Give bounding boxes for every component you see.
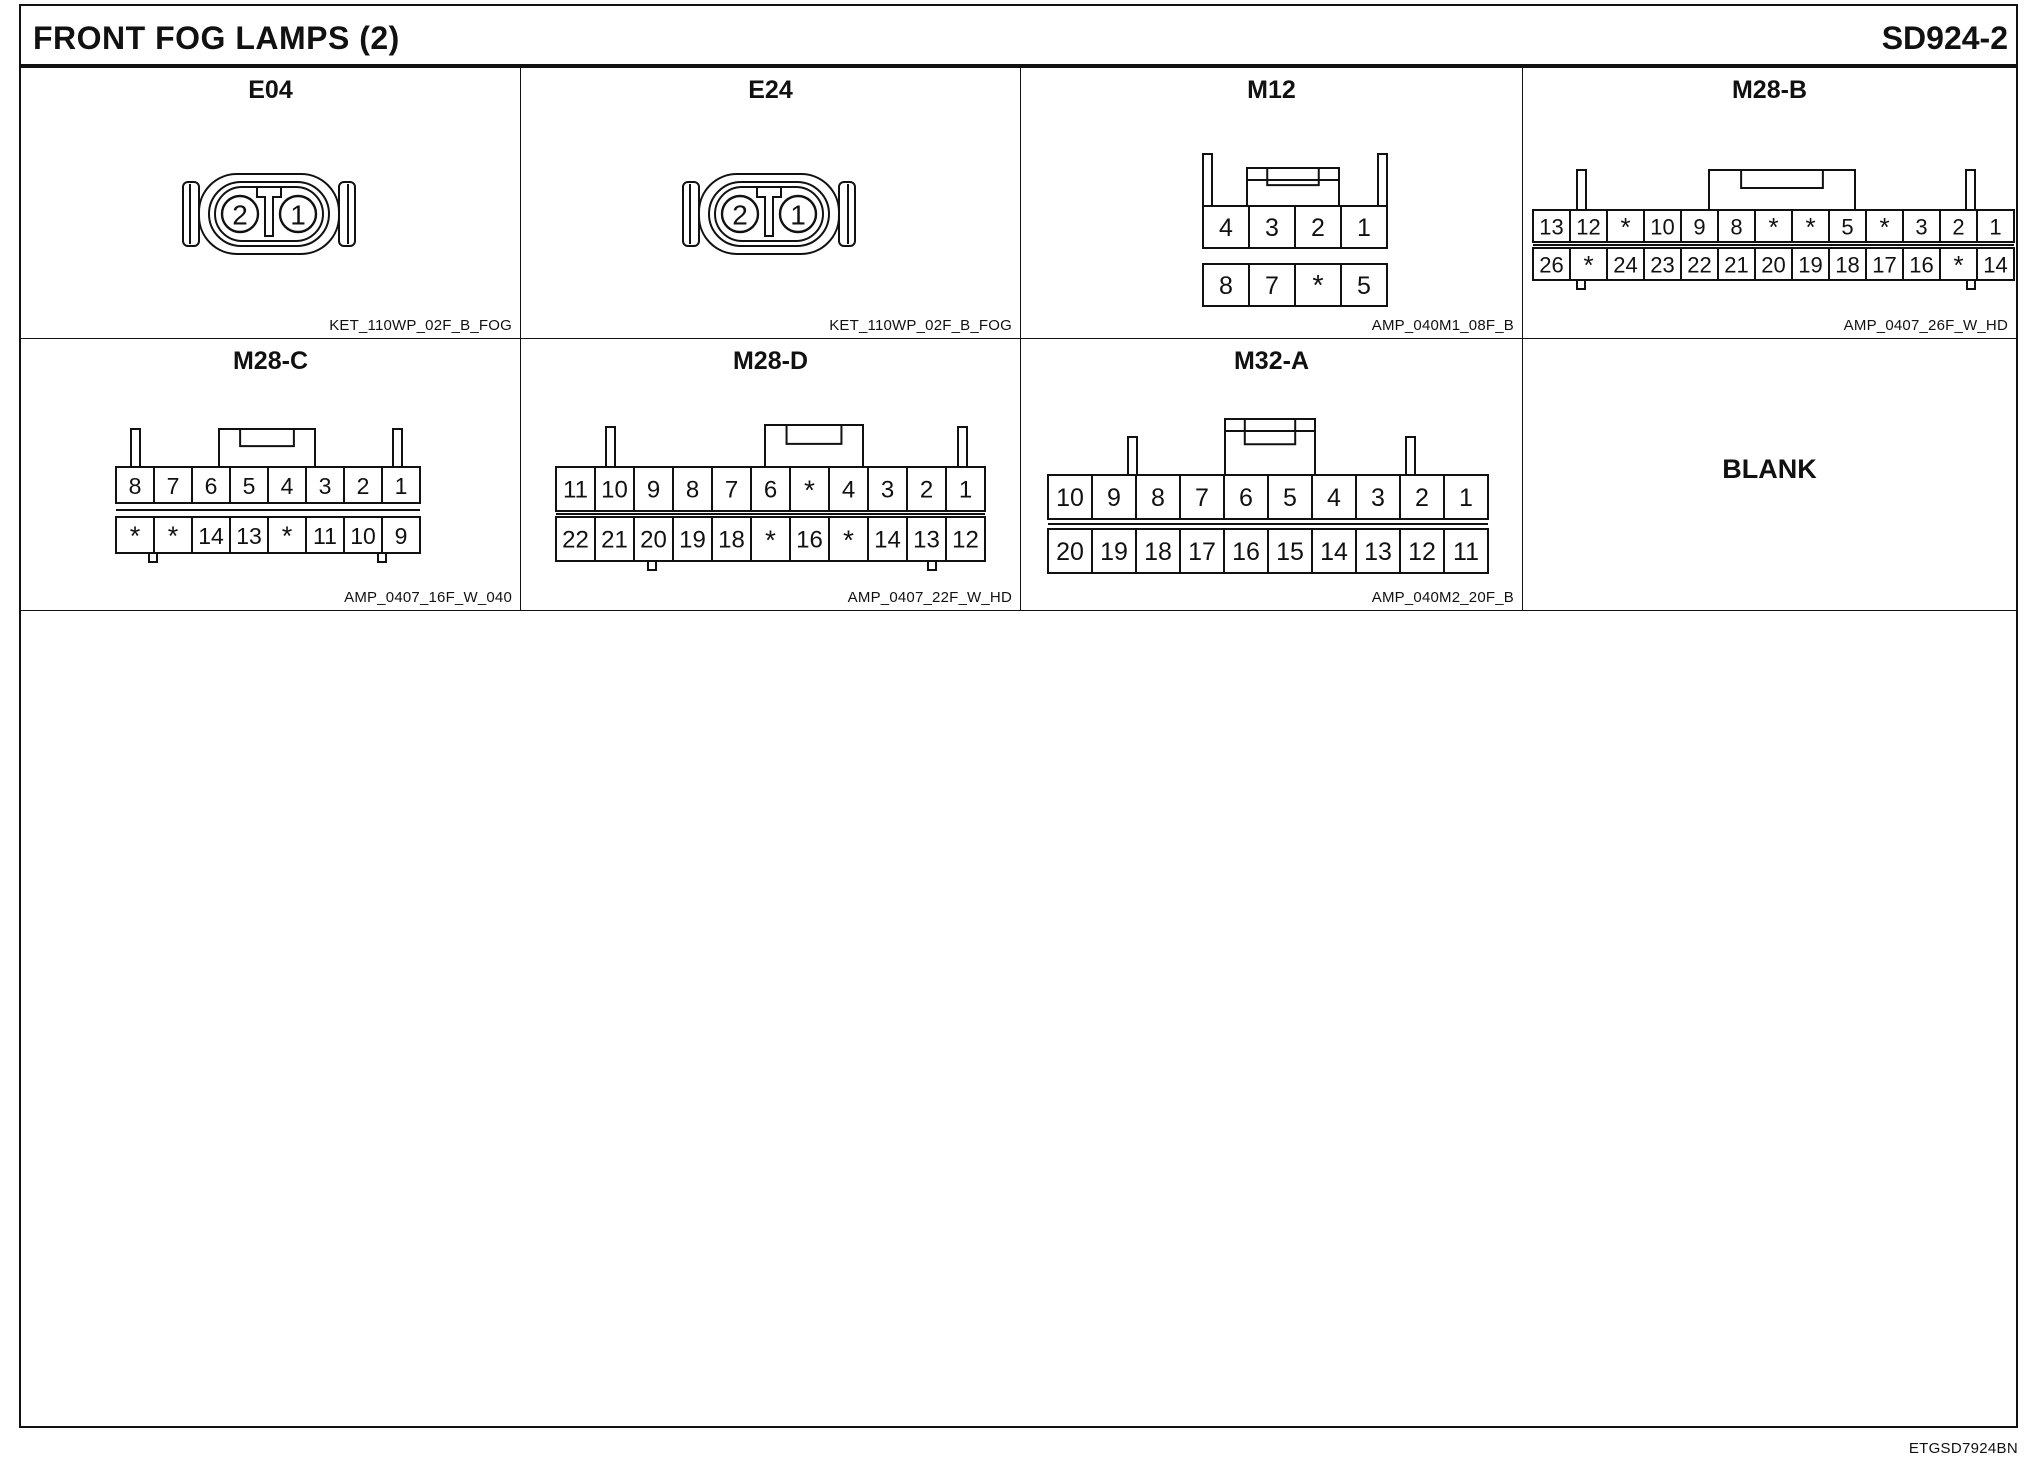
connector-m32-a-drawing xyxy=(1021,339,1523,611)
pin-label: 4 xyxy=(841,476,856,504)
connector-cell-e04 xyxy=(21,68,521,339)
connector-outline xyxy=(1247,168,1339,206)
connector-outline xyxy=(1966,170,1975,210)
connector-cell-m28-d xyxy=(521,339,1021,611)
pin-label: 3 xyxy=(1371,484,1385,512)
pin-label: * xyxy=(1879,212,1890,242)
pin-label: 3 xyxy=(318,473,332,499)
pin-label: 5 xyxy=(242,473,256,499)
pin-label: * xyxy=(765,524,776,556)
pin-label: 2 xyxy=(1311,214,1325,242)
pin-label: 10 xyxy=(1056,484,1084,512)
page-header xyxy=(21,6,2016,68)
pin-label: 11 xyxy=(1453,538,1479,566)
pin-label: 8 xyxy=(685,476,700,504)
pin-label: 16 xyxy=(796,526,823,554)
pin-label: 4 xyxy=(1327,484,1341,512)
connector-part-number: AMP_0407_26F_W_HD xyxy=(1843,317,2008,334)
pin-label: 13 xyxy=(1539,214,1564,240)
connector-cell-e24 xyxy=(521,68,1021,339)
connector-name: M28-C xyxy=(232,347,308,375)
pin-label: 2 xyxy=(232,199,248,231)
footer-code: ETGSD7924BN xyxy=(1908,1440,2018,1457)
connector-outline xyxy=(149,553,157,562)
connector-outline xyxy=(1741,170,1823,188)
pin-label: 6 xyxy=(763,476,778,504)
pin-label: 11 xyxy=(313,523,337,549)
page-title: FRONT FOG LAMPS (2) xyxy=(33,20,400,56)
connector-outline xyxy=(1967,280,1975,289)
pin-label: 2 xyxy=(919,476,934,504)
connector-outline xyxy=(757,187,781,236)
pin-label: 19 xyxy=(679,526,706,554)
diagram-code: SD924-2 xyxy=(1881,20,2008,56)
pin-label: 9 xyxy=(646,476,661,504)
pin-label: 1 xyxy=(958,476,973,504)
pin-label: * xyxy=(281,521,293,551)
connector-outline xyxy=(958,427,967,467)
connector-part-number: KET_110WP_02F_B_FOG xyxy=(329,317,512,334)
pin-label: 1 xyxy=(1357,214,1371,242)
pin-label: 1 xyxy=(1459,484,1473,512)
pin-label: 14 xyxy=(874,526,901,554)
pin-label: 4 xyxy=(1219,214,1233,242)
connector-outline xyxy=(240,429,294,446)
pin-label: 26 xyxy=(1539,252,1564,278)
pin-label: 13 xyxy=(1364,538,1392,566)
pin-label: 5 xyxy=(1357,272,1371,300)
connector-outline xyxy=(1577,170,1586,210)
pin-label: 18 xyxy=(1144,538,1172,566)
pin-label: 10 xyxy=(1650,214,1675,240)
connector-outline xyxy=(1378,154,1387,206)
pin-label: 3 xyxy=(880,476,895,504)
pin-label: 1 xyxy=(394,473,408,499)
connector-m28-b-drawing xyxy=(1523,68,2016,339)
connector-outline xyxy=(787,425,842,444)
pin-label: 15 xyxy=(1276,538,1304,566)
connector-name: M28-D xyxy=(732,347,808,375)
pin-label: 5 xyxy=(1841,214,1854,240)
connector-name: M12 xyxy=(1247,76,1296,104)
connector-outline xyxy=(393,429,402,467)
pin-label: 20 xyxy=(1056,538,1084,566)
pin-label: 10 xyxy=(601,476,628,504)
pin-label: 3 xyxy=(1915,214,1928,240)
pin-label: * xyxy=(843,524,854,556)
pin-label: * xyxy=(1805,212,1816,242)
pin-label: 7 xyxy=(724,476,739,504)
pin-label: 19 xyxy=(1100,538,1128,566)
connector-outline xyxy=(1128,437,1137,475)
blank-label: BLANK xyxy=(1722,454,1817,484)
connector-outline xyxy=(1267,168,1319,185)
connector-outline xyxy=(1225,419,1315,475)
connector-outline xyxy=(257,187,281,236)
pin-label: 8 xyxy=(1151,484,1165,512)
connector-outline xyxy=(765,425,863,467)
pin-label: 2 xyxy=(356,473,370,499)
pin-label: 9 xyxy=(394,523,408,549)
connector-outline xyxy=(1709,170,1855,210)
pin-label: 11 xyxy=(563,476,588,504)
pin-label: * xyxy=(1583,250,1594,280)
pin-label: * xyxy=(129,521,141,551)
pin-label: 18 xyxy=(718,526,745,554)
pin-label: 7 xyxy=(1265,272,1279,300)
pin-label: * xyxy=(1953,250,1964,280)
connector-outline xyxy=(1406,437,1415,475)
connector-outline xyxy=(606,427,615,467)
pin-label: 21 xyxy=(1724,252,1749,278)
diagram-frame xyxy=(19,4,2018,1428)
connector-outline xyxy=(1577,280,1585,289)
pin-label: 6 xyxy=(1239,484,1253,512)
pin-label: 6 xyxy=(204,473,218,499)
pin-label: 22 xyxy=(562,526,589,554)
pin-label: 14 xyxy=(1983,252,2008,278)
connector-name: E04 xyxy=(248,76,293,104)
pin-label: 12 xyxy=(952,526,979,554)
pin-label: 17 xyxy=(1188,538,1216,566)
pin-label: 12 xyxy=(1408,538,1436,566)
pin-label: 7 xyxy=(166,473,180,499)
connector-cell-m12 xyxy=(1021,68,1523,339)
pin-label: 1 xyxy=(790,199,806,231)
connector-outline xyxy=(378,553,386,562)
pin-label: 10 xyxy=(350,523,376,549)
connector-outline xyxy=(131,429,140,467)
connector-cell-m28-c xyxy=(21,339,521,611)
pin-label: 4 xyxy=(280,473,294,499)
pin-label: 8 xyxy=(128,473,142,499)
connector-cell-m28-b xyxy=(1523,68,2016,339)
pin-label: 21 xyxy=(601,526,628,554)
connector-outline xyxy=(219,429,315,467)
pin-label: 7 xyxy=(1195,484,1209,512)
pin-label: 1 xyxy=(290,199,306,231)
pin-label: * xyxy=(1620,212,1631,242)
pin-label: 13 xyxy=(236,523,262,549)
blank-cell xyxy=(1523,339,2016,611)
pin-label: 1 xyxy=(1989,214,2002,240)
pin-label: * xyxy=(1768,212,1779,242)
connector-part-number: AMP_0407_22F_W_HD xyxy=(847,589,1012,606)
connector-m28-d-drawing xyxy=(521,339,1021,611)
connector-part-number: AMP_040M2_20F_B xyxy=(1371,589,1514,606)
connector-m12-drawing xyxy=(1021,68,1523,339)
connector-e04-drawing xyxy=(21,68,521,339)
pin-label: 8 xyxy=(1219,272,1233,300)
pin-label: 5 xyxy=(1283,484,1297,512)
pin-label: 2 xyxy=(1952,214,1965,240)
connector-cell-m32-a xyxy=(1021,339,1523,611)
pin-label: 14 xyxy=(198,523,224,549)
pin-label: 22 xyxy=(1687,252,1712,278)
connector-name: M32-A xyxy=(1233,347,1309,375)
pin-label: * xyxy=(167,521,179,551)
connector-part-number: KET_110WP_02F_B_FOG xyxy=(829,317,1012,334)
pin-label: 19 xyxy=(1798,252,1823,278)
pin-label: 16 xyxy=(1232,538,1260,566)
pin-label: 20 xyxy=(1761,252,1786,278)
pin-label: 14 xyxy=(1320,538,1348,566)
connector-part-number: AMP_0407_16F_W_040 xyxy=(344,589,512,606)
pin-label: 20 xyxy=(640,526,667,554)
pin-label: 3 xyxy=(1265,214,1279,242)
connector-outline xyxy=(928,561,936,570)
pin-label: 9 xyxy=(1693,214,1706,240)
connector-e24-drawing xyxy=(521,68,1021,339)
pin-label: 23 xyxy=(1650,252,1675,278)
connector-outline xyxy=(1203,154,1212,206)
pin-label: 2 xyxy=(1415,484,1429,512)
pin-label: 8 xyxy=(1730,214,1743,240)
pin-label: * xyxy=(1312,270,1324,302)
connector-name: E24 xyxy=(748,76,793,104)
pin-label: 24 xyxy=(1613,252,1638,278)
pin-label: 2 xyxy=(732,199,748,231)
connector-part-number: AMP_040M1_08F_B xyxy=(1371,317,1514,334)
pin-label: 17 xyxy=(1872,252,1897,278)
pin-label: 13 xyxy=(913,526,940,554)
pin-label: 12 xyxy=(1576,214,1601,240)
connector-m28-c-drawing xyxy=(21,339,521,611)
pin-label: * xyxy=(804,474,815,506)
connector-name: M28-B xyxy=(1731,76,1807,104)
connector-outline xyxy=(648,561,656,570)
pin-label: 16 xyxy=(1909,252,1934,278)
pin-label: 18 xyxy=(1835,252,1860,278)
pin-label: 9 xyxy=(1107,484,1121,512)
